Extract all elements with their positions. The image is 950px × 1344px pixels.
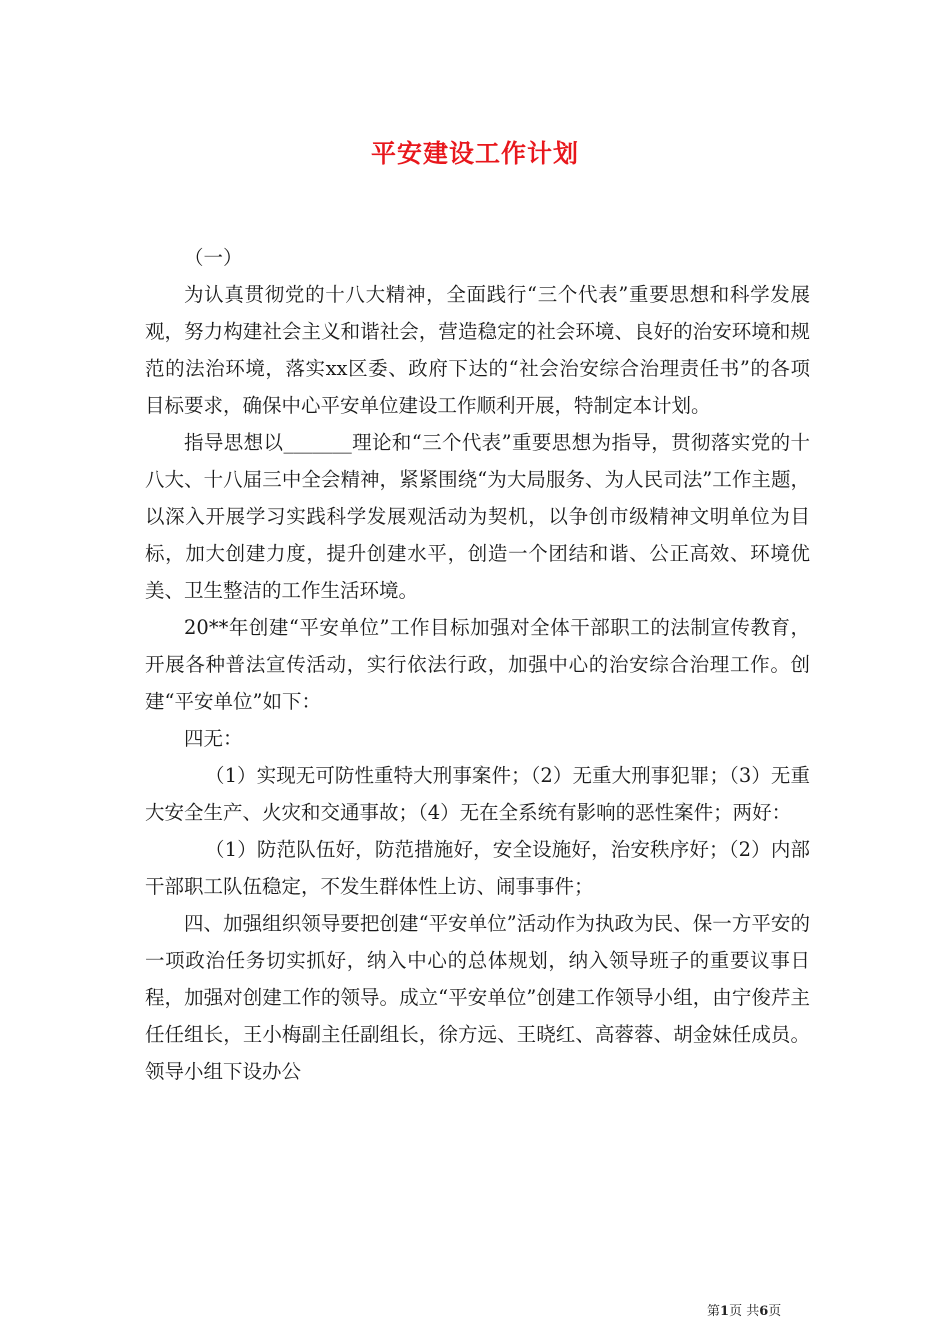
organization-paragraph: 四、加强组织领导要把创建“平安单位”活动作为执政为民、保一方平安的一项政治任务切实抓好，纳入中心的总体规划，纳入领导班子的重要议事日程，加强对创建工作的领导。成立“平安单位”创建工作领导小组，由宁俊芹主任任组长，王小梅副主任副组长，徐方远、王晓红、高蓉蓉、胡金妹任成员。领导小组下设办公: [145, 912, 810, 1083]
footer-total-pages: 6: [759, 1304, 769, 1319]
footer-suffix: 页: [768, 1304, 782, 1319]
footer-middle: 页 共: [729, 1304, 760, 1319]
footer-page-number: 1: [720, 1304, 730, 1319]
four-nos-list: （1）实现无可防性重特大刑事案件；（2）无重大刑事犯罪；（3）无重大安全生产、火灾和交通事故；（4）无在全系统有影响的恶性案件；两好：: [145, 764, 810, 824]
document-body: [145, 239, 810, 1090]
guiding-thought-paragraph: 指导思想以_______理论和“三个代表”重要思想为指导，贯彻落实党的十八大、十八届三中全会精神，紧紧围绕“为大局服务、为人民司法”工作主题，以深入开展学习实践科学发展观活动为契机，以争创市级精神文明单位为目标，加大创建力度，提升创建水平，创造一个团结和谐、公正高效、环境优美、卫生整洁的工作生活环境。: [145, 431, 810, 602]
document-title: 平安建设工作计划: [370, 139, 579, 168]
page-footer: [707, 1300, 781, 1319]
intro-paragraph: 为认真贯彻党的十八大精神，全面践行“三个代表”重要思想和科学发展观，努力构建社会主义和谐社会，营造稳定的社会环境、良好的治安环境和规范的法治环境，落实xx区委、政府下达的“社会治安综合治理责任书”的各项目标要求，确保中心平安单位建设工作顺利开展，特制定本计划。: [145, 283, 810, 417]
goal-paragraph: 20**年创建“平安单位”工作目标加强对全体干部职工的法制宣传教育，开展各种普法宣传活动，实行依法行政，加强中心的治安综合治理工作。创建“平安单位”如下：: [145, 616, 810, 713]
two-goods-list: （1）防范队伍好，防范措施好，安全设施好，治安秩序好；（2）内部干部职工队伍稳定，不发生群体性上访、闹事事件；: [145, 838, 810, 898]
section-marker: （一）: [184, 246, 243, 269]
footer-prefix: 第: [707, 1304, 721, 1319]
four-nos-heading: 四无：: [184, 727, 243, 750]
